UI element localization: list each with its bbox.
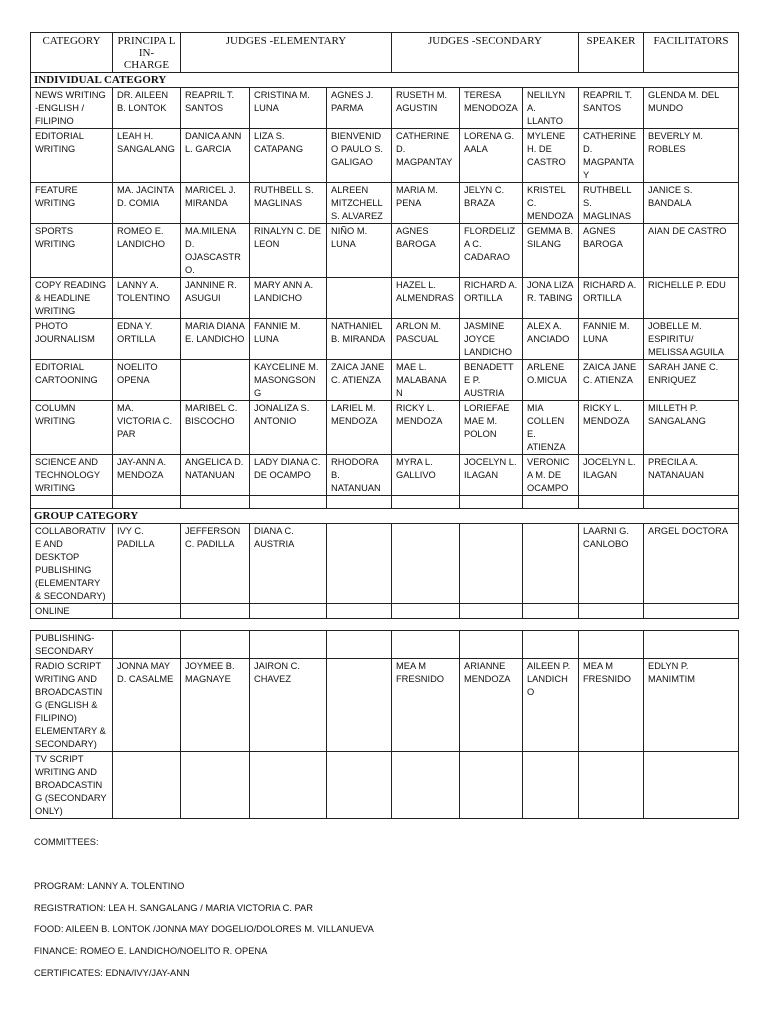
cell-judge-sec-3 [523,604,579,619]
cell-judge-sec-3: NELILYN A. LLANTO [523,88,579,129]
header-speaker: SPEAKER [579,33,644,73]
cell-judge-sec-1: CATHERINE D. MAGPANTAY [392,129,460,183]
cell-judge-sec-3 [523,524,579,604]
cell-judge-sec-1 [392,752,460,819]
header-judges-elementary: JUDGES -ELEMENTARY [181,33,392,73]
cell-principal: ROMEO E. LANDICHO [113,224,181,278]
cell-judge-elem-3: ZAICA JANE C. ATIENZA [327,360,392,401]
cell-principal: JONNA MAY D. CASALME [113,659,181,752]
table-row [31,278,739,319]
empty-cell [250,496,327,509]
cell-judge-elem-2: FANNIE M. LUNA [250,319,327,360]
cell-principal: LEAH H. SANGALANG [113,129,181,183]
cell-principal: JAY-ANN A. MENDOZA [113,455,181,496]
cell-judge-elem-1 [181,631,250,659]
cell-principal [113,752,181,819]
cell-category: EDITORIAL CARTOONING [31,360,113,401]
cell-speaker [579,604,644,619]
empty-cell [644,496,739,509]
cell-judge-elem-2: MARY ANN A. LANDICHO [250,278,327,319]
section-row-group [31,509,739,524]
cell-judge-sec-1: MAE L. MALABANA N [392,360,460,401]
empty-cell [460,496,523,509]
cell-speaker: REAPRIL T. SANTOS [579,88,644,129]
cell-judge-elem-3 [327,278,392,319]
cell-judge-elem-3: RHODORA B. NATANUAN [327,455,392,496]
cell-category: EDITORIAL WRITING [31,129,113,183]
table-row [31,88,739,129]
cell-judge-sec-2 [460,524,523,604]
table-row [31,659,739,752]
cell-judge-elem-1 [181,752,250,819]
table-row [31,631,739,659]
cell-judge-sec-1: HAZEL L. ALMENDRAS [392,278,460,319]
cell-facilitator [644,752,739,819]
cell-facilitator: EDLYN P. MANIMTIM [644,659,739,752]
cell-category: COLLABORATIV E AND DESKTOP PUBLISHING (ELEMENTARY & SECONDARY) [31,524,113,604]
cell-judge-sec-3: ARLENE O.MICUA [523,360,579,401]
cell-judge-elem-2: RINALYN C. DE LEON [250,224,327,278]
cell-judge-sec-1: AGNES BAROGA [392,224,460,278]
cell-judge-sec-2: TERESA MENODOZA [460,88,523,129]
cell-judge-elem-2: JONALIZA S. ANTONIO [250,401,327,455]
table-row [31,604,739,619]
cell-judge-sec-1 [392,631,460,659]
header-principal: PRINCIPA L IN-CHARGE [113,33,181,73]
cell-judge-elem-3: LARIEL M. MENDOZA [327,401,392,455]
empty-cell [392,496,460,509]
table-row [31,129,739,183]
cell-judge-sec-3: VERONICA M. DE OCAMPO [523,455,579,496]
empty-cell [31,496,113,509]
cell-judge-elem-3: AGNES J. PARMA [327,88,392,129]
cell-category: SPORTS WRITING [31,224,113,278]
cell-judge-elem-3 [327,659,392,752]
cell-judge-sec-3: MIA COLLEN E. ATIENZA [523,401,579,455]
cell-judge-elem-1: ANGELICA D. NATANUAN [181,455,250,496]
cell-judge-elem-3: NATHANIEL B. MIRANDA [327,319,392,360]
cell-judge-sec-1 [392,604,460,619]
cell-judge-sec-3: KRISTEL C. MENDOZA [523,183,579,224]
cell-facilitator [644,631,739,659]
committee-finance: FINANCE: ROMEO E. LANDICHO/NOELITO R. OPENA [34,946,268,956]
cell-judge-sec-3: ALEX A. ANCIADO [523,319,579,360]
cell-judge-elem-1 [181,604,250,619]
cell-judge-elem-1: JANNINE R. ASUGUI [181,278,250,319]
cell-judge-sec-3 [523,752,579,819]
table-row [31,401,739,455]
cell-principal [113,631,181,659]
table-row [31,183,739,224]
cell-principal: MA. JACINTA D. COMIA [113,183,181,224]
empty-cell [181,496,250,509]
cell-category: PHOTO JOURNALISM [31,319,113,360]
cell-judge-sec-1 [392,524,460,604]
cell-speaker: RUTHBELL S. MAGLINAS [579,183,644,224]
cell-judge-elem-2: DIANA C. AUSTRIA [250,524,327,604]
cell-judge-elem-1: JEFFERSON C. PADILLA [181,524,250,604]
cell-speaker: FANNIE M. LUNA [579,319,644,360]
cell-judge-elem-1: MARIBEL C. BISCOCHO [181,401,250,455]
cell-judge-elem-1: MARIA DIANA E. LANDICHO [181,319,250,360]
committee-registration: REGISTRATION: LEA H. SANGALANG / MARIA VICTORIA C. PAR [34,903,313,913]
cell-speaker: LAARNI G. CANLOBO [579,524,644,604]
cell-judge-elem-3: BIENVENIDO PAULO S. GALIGAO [327,129,392,183]
cell-category: SCIENCE AND TECHNOLOGY WRITING [31,455,113,496]
cell-judge-sec-3: AILEEN P. LANDICHO [523,659,579,752]
cell-judge-elem-3 [327,752,392,819]
cell-judge-elem-3 [327,524,392,604]
cell-judge-elem-2: JAIRON C. CHAVEZ [250,659,327,752]
cell-judge-elem-2: LADY DIANA C. DE OCAMPO [250,455,327,496]
empty-cell [523,496,579,509]
spacer-row [31,496,739,509]
cell-speaker: ZAICA JANE C. ATIENZA [579,360,644,401]
cell-principal: DR. AILEEN B. LONTOK [113,88,181,129]
cell-judge-elem-3 [327,631,392,659]
cell-judge-sec-1: MEA M FRESNIDO [392,659,460,752]
cell-facilitator: BEVERLY M. ROBLES [644,129,739,183]
cell-judge-elem-1: MARICEL J. MIRANDA [181,183,250,224]
cell-judge-sec-2: FLORDELIZA C. CADARAO [460,224,523,278]
committees-heading: COMMITTEES: [34,837,99,847]
table-row [31,524,739,604]
cell-judge-elem-2: LIZA S. CATAPANG [250,129,327,183]
committee-certificates: CERTIFICATES: EDNA/IVY/JAY-ANN [34,968,190,978]
cell-judge-sec-3: JONA LIZA R. TABING [523,278,579,319]
cell-facilitator: SARAH JANE C. ENRIQUEZ [644,360,739,401]
cell-judge-sec-2: BENADETTE P. AUSTRIA [460,360,523,401]
cell-principal: LANNY A. TOLENTINO [113,278,181,319]
cell-principal: EDNA Y. ORTILLA [113,319,181,360]
judges-table-page1 [30,32,739,619]
section-row-individual [31,73,739,88]
cell-speaker [579,752,644,819]
cell-facilitator: MILLETH P. SANGALANG [644,401,739,455]
cell-judge-sec-2 [460,631,523,659]
judges-table-page2 [30,630,739,819]
table-row [31,224,739,278]
cell-judge-sec-3 [523,631,579,659]
cell-judge-sec-1: ARLON M. PASCUAL [392,319,460,360]
cell-judge-elem-3: NIÑO M. LUNA [327,224,392,278]
cell-facilitator: RICHELLE P. EDU [644,278,739,319]
cell-facilitator: GLENDA M. DEL MUNDO [644,88,739,129]
cell-judge-elem-2: RUTHBELL S. MAGLINAS [250,183,327,224]
cell-judge-sec-1: RUSETH M. AGUSTIN [392,88,460,129]
header-judges-secondary: JUDGES -SECONDARY [392,33,579,73]
cell-judge-elem-1: JOYMEE B. MAGNAYE [181,659,250,752]
cell-judge-sec-2: JELYN C. BRAZA [460,183,523,224]
empty-cell [579,496,644,509]
cell-judge-elem-3: ALREEN MITZCHELL S. ALVAREZ [327,183,392,224]
cell-judge-sec-2: RICHARD A. ORTILLA [460,278,523,319]
cell-facilitator [644,604,739,619]
cell-principal: NOELITO OPENA [113,360,181,401]
committee-program: PROGRAM: LANNY A. TOLENTINO [34,881,185,891]
cell-speaker [579,631,644,659]
header-row [31,33,739,73]
cell-judge-sec-2 [460,604,523,619]
cell-judge-elem-2: KAYCELINE M. MASONGSON G [250,360,327,401]
cell-judge-elem-2 [250,631,327,659]
cell-principal: MA. VICTORIA C. PAR [113,401,181,455]
cell-judge-elem-2 [250,604,327,619]
cell-category: NEWS WRITING -ENGLISH / FILIPINO [31,88,113,129]
table-row [31,360,739,401]
cell-judge-sec-2: LORENA G. AALA [460,129,523,183]
cell-judge-elem-2: CRISTINA M. LUNA [250,88,327,129]
cell-facilitator: JOBELLE M. ESPIRITU/ MELISSA AGUILA [644,319,739,360]
cell-facilitator: PRECILA A. NATANAUAN [644,455,739,496]
cell-category: PUBLISHING-SECONDARY [31,631,113,659]
header-category: CATEGORY [31,33,113,73]
empty-cell [327,496,392,509]
cell-category: COLUMN WRITING [31,401,113,455]
cell-speaker: RICHARD A. ORTILLA [579,278,644,319]
header-facilitators: FACILITATORS [644,33,739,73]
cell-judge-sec-1: RICKY L. MENDOZA [392,401,460,455]
cell-judge-sec-1: MARIA M. PENA [392,183,460,224]
cell-judge-sec-2 [460,752,523,819]
cell-judge-elem-2 [250,752,327,819]
cell-facilitator: ARGEL DOCTORA [644,524,739,604]
cell-judge-sec-2: JOCELYN L. ILAGAN [460,455,523,496]
cell-principal [113,604,181,619]
cell-speaker: RICKY L. MENDOZA [579,401,644,455]
table-row [31,752,739,819]
cell-judge-sec-2: ARIANNE MENDOZA [460,659,523,752]
cell-judge-sec-2: JASMINE JOYCE LANDICHO [460,319,523,360]
cell-facilitator: AIAN DE CASTRO [644,224,739,278]
cell-category: FEATURE WRITING [31,183,113,224]
cell-judge-elem-1 [181,360,250,401]
table-row [31,319,739,360]
cell-speaker: MEA M FRESNIDO [579,659,644,752]
empty-cell [113,496,181,509]
group-category-label: GROUP CATEGORY [31,509,739,524]
individual-category-label: INDIVIDUAL CATEGORY [31,73,739,88]
committee-food: FOOD: AILEEN B. LONTOK /JONNA MAY DOGELIO/DOLORES M. VILLANUEVA [34,924,374,934]
cell-judge-sec-2: LORIEFAE MAE M. POLON [460,401,523,455]
cell-judge-sec-3: MYLENE H. DE CASTRO [523,129,579,183]
cell-speaker: JOCELYN L. ILAGAN [579,455,644,496]
cell-principal: IVY C. PADILLA [113,524,181,604]
cell-judge-sec-1: MYRA L. GALLIVO [392,455,460,496]
cell-category: ONLINE [31,604,113,619]
cell-facilitator: JANICE S. BANDALA [644,183,739,224]
cell-category: TV SCRIPT WRITING AND BROADCASTING (SECONDARY ONLY) [31,752,113,819]
cell-speaker: CATHERINE D. MAGPANTAY [579,129,644,183]
cell-judge-elem-3 [327,604,392,619]
cell-judge-sec-3: GEMMA B. SILANG [523,224,579,278]
cell-judge-elem-1: REAPRIL T. SANTOS [181,88,250,129]
table-row [31,455,739,496]
cell-judge-elem-1: MA.MILENA D. OJASCASTRO. [181,224,250,278]
cell-category: COPY READING & HEADLINE WRITING [31,278,113,319]
cell-judge-elem-1: DANICA ANN L. GARCIA [181,129,250,183]
cell-category: RADIO SCRIPT WRITING AND BROADCASTING (ENGLISH & FILIPINO) ELEMENTARY & SECONDARY) [31,659,113,752]
cell-speaker: AGNES BAROGA [579,224,644,278]
